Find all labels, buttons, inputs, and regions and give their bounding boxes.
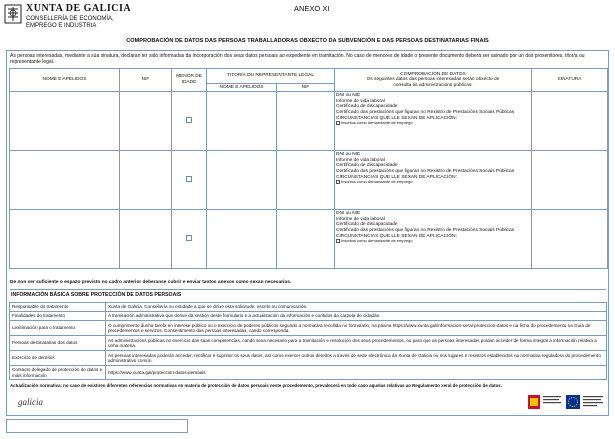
divider xyxy=(10,289,606,290)
protection-key: Responsable do tratamento xyxy=(10,303,106,312)
minor-checkbox[interactable] xyxy=(186,176,192,182)
protection-value: https://www.xunta.gal/proteccion-datos-persoais xyxy=(106,366,607,380)
protection-title: INFORMACIÓN BÁSICA SOBRE PROTECCIÓN DE DATOS PERSOAIS xyxy=(11,292,182,298)
name-cell[interactable] xyxy=(10,92,120,151)
check-dni: DNI ou NIE xyxy=(336,152,361,157)
protection-value: As persoas interesadas poderán acceder, rectificar e suprimir os seus datos, así como exercer outros dereitos a través de sede electrónica da Xunta de Galicia ou nos lugares e rexistros establecidos na normativa reguladora do procedemento administrativo común. xyxy=(106,351,607,366)
check-desempleo: Inscritos como demandante de emprego xyxy=(336,239,530,244)
nif-cell[interactable] xyxy=(120,210,172,269)
protection-row xyxy=(10,366,607,380)
consent-cell xyxy=(335,92,532,151)
consent-cell xyxy=(335,210,532,269)
desempleo-checkbox[interactable] xyxy=(336,239,340,243)
col-name-header: NOME E APELIDOS xyxy=(10,69,120,92)
check-disc: Certificado de discapacidade xyxy=(336,163,398,169)
nif-cell[interactable] xyxy=(120,92,172,151)
col-tutor-name-header: NOME E APELIDOS xyxy=(207,84,277,92)
tutor-nif-cell[interactable] xyxy=(277,151,335,210)
conselleria-line2: EMPREGO E INDUSTRIA xyxy=(26,23,97,30)
tutor-nif-cell[interactable] xyxy=(277,210,335,269)
protection-value: As administracións públicas no exercicio das súas competencias, cando sexa necesario para a tramitación e resolución dos seus procedementos, ou para que as persoas interesadas poidan acceder de forma integral á información relativa a unha materia. xyxy=(106,336,607,351)
protection-key: Finalidades do tratamento xyxy=(10,312,106,321)
check-vida: Informe de vida laboral xyxy=(336,157,385,163)
organization-block xyxy=(26,3,131,30)
signature-cell[interactable] xyxy=(532,151,608,210)
eu-funding-logos-icon xyxy=(528,393,608,411)
check-prest: Certificado das prestacións que figuran no Rexistro de Prestacións Sociais Públicas xyxy=(336,227,515,233)
desempleo-checkbox[interactable] xyxy=(336,121,340,125)
table-row xyxy=(10,151,608,210)
minor-cell xyxy=(172,92,207,151)
check-disc: Certificado de discapacidade xyxy=(336,104,398,110)
col-check-header: COMPROBACIÓN DE DATOS Os seguintes datos das persoas interesadas serán obxecto de consulta ás administracións públicas: xyxy=(335,69,532,92)
check-dni: DNI ou NIE xyxy=(336,211,361,216)
check-circ: CIRCUNSTANCIAS QUE LLE SEXAN DE APLICACIÓN: xyxy=(336,233,457,239)
check-disc: Certificado de discapacidade xyxy=(336,222,398,228)
desempleo-checkbox[interactable] xyxy=(336,180,340,184)
check-dni: DNI ou NIE xyxy=(336,93,361,98)
table-row xyxy=(10,92,608,151)
protection-key: Contacto delegado de protección de datos e máis información xyxy=(10,366,106,380)
check-prest: Certificado das prestacións que figuran no Rexistro de Prestacións Sociais Públicas xyxy=(336,168,515,174)
minor-cell xyxy=(172,151,207,210)
table-row xyxy=(10,210,608,269)
protection-table xyxy=(9,302,607,380)
footer-box xyxy=(6,419,188,433)
anexo-label: ANEXO XI xyxy=(294,4,330,13)
check-circ: CIRCUNSTANCIAS QUE LLE SEXAN DE APLICACIÓN: xyxy=(336,174,457,180)
protection-key: Persoas destinatarias dos datos xyxy=(10,336,106,351)
tutor-name-cell[interactable] xyxy=(207,210,277,269)
protection-key: Lexitimación para o tratamento xyxy=(10,321,106,336)
signature-cell[interactable] xyxy=(532,92,608,151)
protection-row xyxy=(10,312,607,321)
check-vida: Informe de vida laboral xyxy=(336,98,385,104)
document-header xyxy=(4,3,611,36)
minor-cell xyxy=(172,210,207,269)
col-sign-header: SINATURA xyxy=(532,69,608,92)
minor-checkbox[interactable] xyxy=(186,117,192,123)
col-nif-header: NIF xyxy=(120,69,172,92)
tutor-name-cell[interactable] xyxy=(207,92,277,151)
name-cell[interactable] xyxy=(10,151,120,210)
protection-footnote: Actualización normativa: no caso de existiren diferentes referencias normativas en materia de protección de datos persoais neste procedemento, prevalecerá en todo caso aquelas relativas ao Regulamento xeral de protección de datos. xyxy=(10,383,502,388)
check-prest: Certificado das prestacións que figuran no Rexistro de Prestacións Sociais Públicas xyxy=(336,109,515,115)
name-cell[interactable] xyxy=(10,210,120,269)
intro-text: As persoas interesadas, mediante a súa sinatura, declaran ter sido informadas da incorporación dos seus datos persoais ao expediente en tramitación. No caso de menores de idade o presente documento deberá ser asinado por un dos proxenitores, titor/a ou representante legal. xyxy=(10,53,585,66)
protection-value: Xunta de Galicia. Consellería ou entidade a que se dirixe esta solicitude, escrito ou comunicación. xyxy=(106,303,607,312)
check-circ: CIRCUNSTANCIAS QUE LLE SEXAN DE APLICACIÓN: xyxy=(336,115,457,121)
galicia-logo: galicia xyxy=(18,397,43,407)
minor-checkbox[interactable] xyxy=(186,235,192,241)
conselleria-line1: CONSELLERÍA DE ECONOMÍA, xyxy=(26,15,114,22)
tutor-nif-cell[interactable] xyxy=(277,92,335,151)
col-minor-header: MENOR DE IDADE xyxy=(172,69,207,92)
col-tutor-header: TITORÍA OU REPRESENTANTE LEGAL xyxy=(207,69,335,84)
protection-key: Exercicio de dereitos xyxy=(10,351,106,366)
protection-row xyxy=(10,321,607,336)
protection-row xyxy=(10,351,607,366)
check-desempleo: Inscritos como demandante de emprego xyxy=(336,180,530,185)
xunta-logo-icon xyxy=(4,4,22,24)
protection-row xyxy=(10,303,607,312)
nif-cell[interactable] xyxy=(120,151,172,210)
protection-value: O cumprimento dunha tarefa en interese público ou o exercicio de poderes públicos segundo a normativa recollida no formulario, na páxina https://www.xunta.gal/informacion-xeral-proteccion-datos e na ficha do procedemento na Guía de procedementos e servizos. Consentimento das persoas interesadas, cando corresponda. xyxy=(106,321,607,336)
tutor-name-cell[interactable] xyxy=(207,151,277,210)
check-desempleo: Inscritos como demandante de emprego xyxy=(336,121,530,126)
protection-value: A tramitación administrativa que derive da xestión deste formulario e a actualización da información e contidos da carpeta do cidadán. xyxy=(106,312,607,321)
col-tutor-nif-header: NIF xyxy=(277,84,335,92)
page-title: COMPROBACIÓN DE DATOS DAS PERSOAS TRABALLADORAS OBXECTO DA SUBVENCIÓN E DAS PERSOAS DESTINATARIAS FINAIS xyxy=(126,38,489,44)
consent-cell xyxy=(335,151,532,210)
signature-cell[interactable] xyxy=(532,210,608,269)
persons-table xyxy=(9,68,608,269)
space-note: De non ser suficiente o espazo previsto no cadro anterior deberanse cubrir e enviar tantos anexos como sexan necesarios. xyxy=(10,280,292,285)
form-frame xyxy=(6,50,609,416)
check-vida: Informe de vida laboral xyxy=(336,216,385,222)
protection-row xyxy=(10,336,607,351)
xunta-name: XUNTA DE GALICIA xyxy=(26,3,132,14)
